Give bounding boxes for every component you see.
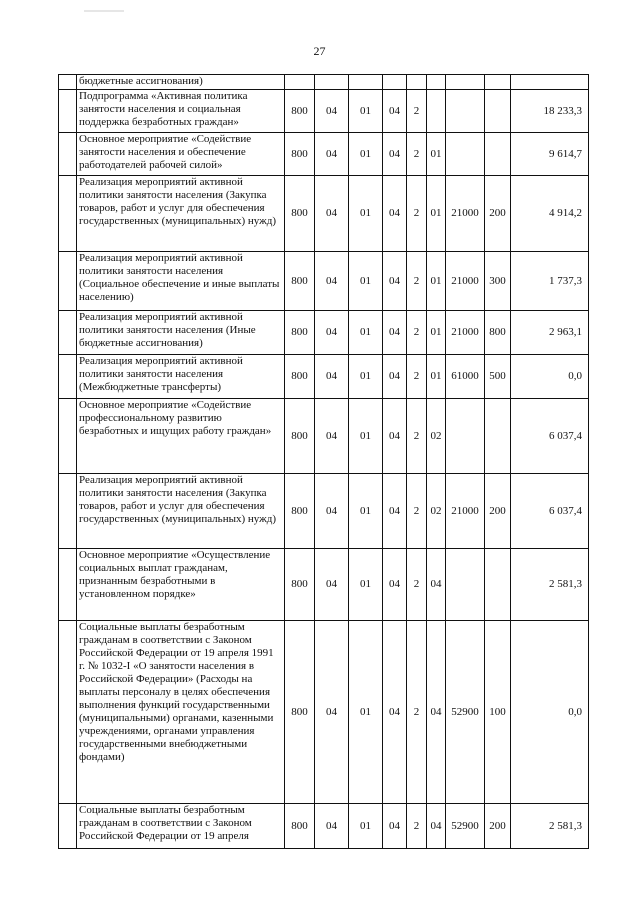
- code-cell-c7: 61000: [446, 355, 485, 399]
- code-cell-c7: 21000: [446, 474, 485, 549]
- page-number: 27: [313, 44, 326, 58]
- code-cell-c3: 01: [349, 311, 383, 355]
- code-cell-c8: 300: [485, 252, 511, 311]
- description-cell: Реализация мероприятий активной политики занятости населения (Межбюджетные трансферты): [77, 355, 285, 399]
- code-cell-c4: 04: [383, 474, 407, 549]
- code-cell-c6: 02: [427, 399, 446, 474]
- code-cell-c1: 800: [285, 399, 315, 474]
- code-cell-c4: 04: [383, 311, 407, 355]
- row-index-cell: [59, 75, 77, 90]
- code-cell-c2: 04: [315, 549, 349, 621]
- code-cell-c4: 04: [383, 252, 407, 311]
- code-cell-c2: 04: [315, 311, 349, 355]
- table-row: [59, 355, 589, 399]
- amount-cell: 18 233,3: [511, 90, 589, 133]
- code-cell-c3: 01: [349, 399, 383, 474]
- code-cell-c1: 800: [285, 311, 315, 355]
- amount-cell: [511, 75, 589, 90]
- amount-cell: 6 037,4: [511, 399, 589, 474]
- row-index-cell: [59, 90, 77, 133]
- code-cell-c6: [427, 90, 446, 133]
- code-cell-c8: [485, 399, 511, 474]
- code-cell-c7: 21000: [446, 311, 485, 355]
- code-cell-c4: 04: [383, 621, 407, 804]
- code-cell-c1: 800: [285, 133, 315, 176]
- code-cell-c1: 800: [285, 804, 315, 849]
- amount-cell: 4 914,2: [511, 176, 589, 252]
- code-cell-c2: 04: [315, 252, 349, 311]
- code-cell-c7: 52900: [446, 804, 485, 849]
- code-cell-c6: 01: [427, 176, 446, 252]
- code-cell-c4: 04: [383, 355, 407, 399]
- description-cell: Реализация мероприятий активной политики занятости населения (Закупка товаров, работ и услуг для обеспечения государственных (муниципальных) нужд): [77, 176, 285, 252]
- description-cell: Реализация мероприятий активной политики занятости населения (Иные бюджетные ассигнования): [77, 311, 285, 355]
- table-row: [59, 474, 589, 549]
- code-cell-c8: 100: [485, 621, 511, 804]
- code-cell-c3: 01: [349, 252, 383, 311]
- code-cell-c5: [407, 75, 427, 90]
- description-cell: Основное мероприятие «Осуществление социальных выплат гражданам, признанным безработными в установленном порядке»: [77, 549, 285, 621]
- amount-cell: 1 737,3: [511, 252, 589, 311]
- budget-table: [58, 74, 589, 849]
- description-cell: бюджетные ассигнования): [77, 75, 285, 90]
- code-cell-c2: 04: [315, 355, 349, 399]
- amount-cell: 2 581,3: [511, 804, 589, 849]
- code-cell-c4: 04: [383, 133, 407, 176]
- amount-cell: 0,0: [511, 355, 589, 399]
- code-cell-c4: 04: [383, 176, 407, 252]
- scan-artifact: [84, 10, 124, 12]
- code-cell-c6: 04: [427, 621, 446, 804]
- code-cell-c3: 01: [349, 621, 383, 804]
- description-cell: Подпрограмма «Активная политика занятости населения и социальная поддержка безработных граждан»: [77, 90, 285, 133]
- code-cell-c1: 800: [285, 549, 315, 621]
- code-cell-c4: 04: [383, 804, 407, 849]
- table-row: [59, 252, 589, 311]
- code-cell-c5: 2: [407, 621, 427, 804]
- code-cell-c7: [446, 75, 485, 90]
- row-index-cell: [59, 133, 77, 176]
- code-cell-c1: 800: [285, 621, 315, 804]
- code-cell-c2: 04: [315, 133, 349, 176]
- code-cell-c1: 800: [285, 474, 315, 549]
- code-cell-c5: 2: [407, 133, 427, 176]
- code-cell-c8: [485, 75, 511, 90]
- table-row: [59, 90, 589, 133]
- row-index-cell: [59, 474, 77, 549]
- code-cell-c8: [485, 549, 511, 621]
- table-row: [59, 311, 589, 355]
- code-cell-c5: 2: [407, 399, 427, 474]
- code-cell-c3: [349, 75, 383, 90]
- code-cell-c8: 200: [485, 804, 511, 849]
- table-row: [59, 549, 589, 621]
- description-cell: Основное мероприятие «Содействие профессиональному развитию безработных и ищущих работу граждан»: [77, 399, 285, 474]
- code-cell-c4: 04: [383, 549, 407, 621]
- code-cell-c6: 01: [427, 311, 446, 355]
- code-cell-c5: 2: [407, 474, 427, 549]
- row-index-cell: [59, 176, 77, 252]
- code-cell-c5: 2: [407, 252, 427, 311]
- code-cell-c8: 500: [485, 355, 511, 399]
- code-cell-c2: [315, 75, 349, 90]
- row-index-cell: [59, 549, 77, 621]
- code-cell-c3: 01: [349, 355, 383, 399]
- code-cell-c7: 21000: [446, 176, 485, 252]
- table-row: [59, 399, 589, 474]
- code-cell-c7: [446, 90, 485, 133]
- row-index-cell: [59, 399, 77, 474]
- row-index-cell: [59, 621, 77, 804]
- code-cell-c6: 04: [427, 804, 446, 849]
- description-cell: Основное мероприятие «Содействие занятости населения и обеспечение работодателей рабочей силой»: [77, 133, 285, 176]
- code-cell-c8: 200: [485, 176, 511, 252]
- amount-cell: 9 614,7: [511, 133, 589, 176]
- description-cell: Социальные выплаты безработным гражданам в соответствии с Законом Российской Федерации от 19 апреля: [77, 804, 285, 849]
- code-cell-c6: 04: [427, 549, 446, 621]
- code-cell-c1: 800: [285, 90, 315, 133]
- code-cell-c4: 04: [383, 399, 407, 474]
- code-cell-c4: [383, 75, 407, 90]
- table-row: [59, 75, 589, 90]
- code-cell-c8: [485, 90, 511, 133]
- code-cell-c5: 2: [407, 176, 427, 252]
- code-cell-c3: 01: [349, 474, 383, 549]
- code-cell-c5: 2: [407, 804, 427, 849]
- code-cell-c8: 200: [485, 474, 511, 549]
- code-cell-c3: 01: [349, 176, 383, 252]
- code-cell-c3: 01: [349, 549, 383, 621]
- code-cell-c1: 800: [285, 176, 315, 252]
- code-cell-c5: 2: [407, 90, 427, 133]
- amount-cell: 2 581,3: [511, 549, 589, 621]
- row-index-cell: [59, 355, 77, 399]
- row-index-cell: [59, 804, 77, 849]
- code-cell-c5: 2: [407, 549, 427, 621]
- table-row: [59, 621, 589, 804]
- code-cell-c5: 2: [407, 355, 427, 399]
- table-row: [59, 804, 589, 849]
- code-cell-c3: 01: [349, 133, 383, 176]
- code-cell-c1: [285, 75, 315, 90]
- amount-cell: 6 037,4: [511, 474, 589, 549]
- code-cell-c2: 04: [315, 621, 349, 804]
- code-cell-c6: 01: [427, 252, 446, 311]
- code-cell-c7: 21000: [446, 252, 485, 311]
- code-cell-c2: 04: [315, 474, 349, 549]
- code-cell-c2: 04: [315, 90, 349, 133]
- code-cell-c3: 01: [349, 90, 383, 133]
- code-cell-c7: [446, 133, 485, 176]
- code-cell-c7: 52900: [446, 621, 485, 804]
- code-cell-c8: 800: [485, 311, 511, 355]
- amount-cell: 0,0: [511, 621, 589, 804]
- code-cell-c2: 04: [315, 399, 349, 474]
- code-cell-c7: [446, 549, 485, 621]
- row-index-cell: [59, 252, 77, 311]
- code-cell-c7: [446, 399, 485, 474]
- table-row: [59, 176, 589, 252]
- amount-cell: 2 963,1: [511, 311, 589, 355]
- description-cell: Реализация мероприятий активной политики занятости населения (Закупка товаров, работ и услуг для обеспечения государственных (муниципальных) нужд): [77, 474, 285, 549]
- code-cell-c1: 800: [285, 252, 315, 311]
- code-cell-c3: 01: [349, 804, 383, 849]
- code-cell-c6: 02: [427, 474, 446, 549]
- code-cell-c5: 2: [407, 311, 427, 355]
- table-row: [59, 133, 589, 176]
- code-cell-c2: 04: [315, 804, 349, 849]
- row-index-cell: [59, 311, 77, 355]
- code-cell-c6: 01: [427, 355, 446, 399]
- description-cell: Реализация мероприятий активной политики занятости населения (Социальное обеспечение и иные выплаты населению): [77, 252, 285, 311]
- code-cell-c2: 04: [315, 176, 349, 252]
- description-cell: Социальные выплаты безработным гражданам в соответствии с Законом Российской Федерации от 19 апреля 1991 г. № 1032-I «О занятости населения в Российской Федерации» (Расходы на выплаты персоналу в целях обеспечения выполнения функций государственными (муниципальными) органами, казенными учреждениями, органами управления государственными внебюджетными фондами): [77, 621, 285, 804]
- code-cell-c6: [427, 75, 446, 90]
- code-cell-c8: [485, 133, 511, 176]
- table-body: [59, 75, 589, 849]
- code-cell-c6: 01: [427, 133, 446, 176]
- code-cell-c1: 800: [285, 355, 315, 399]
- code-cell-c4: 04: [383, 90, 407, 133]
